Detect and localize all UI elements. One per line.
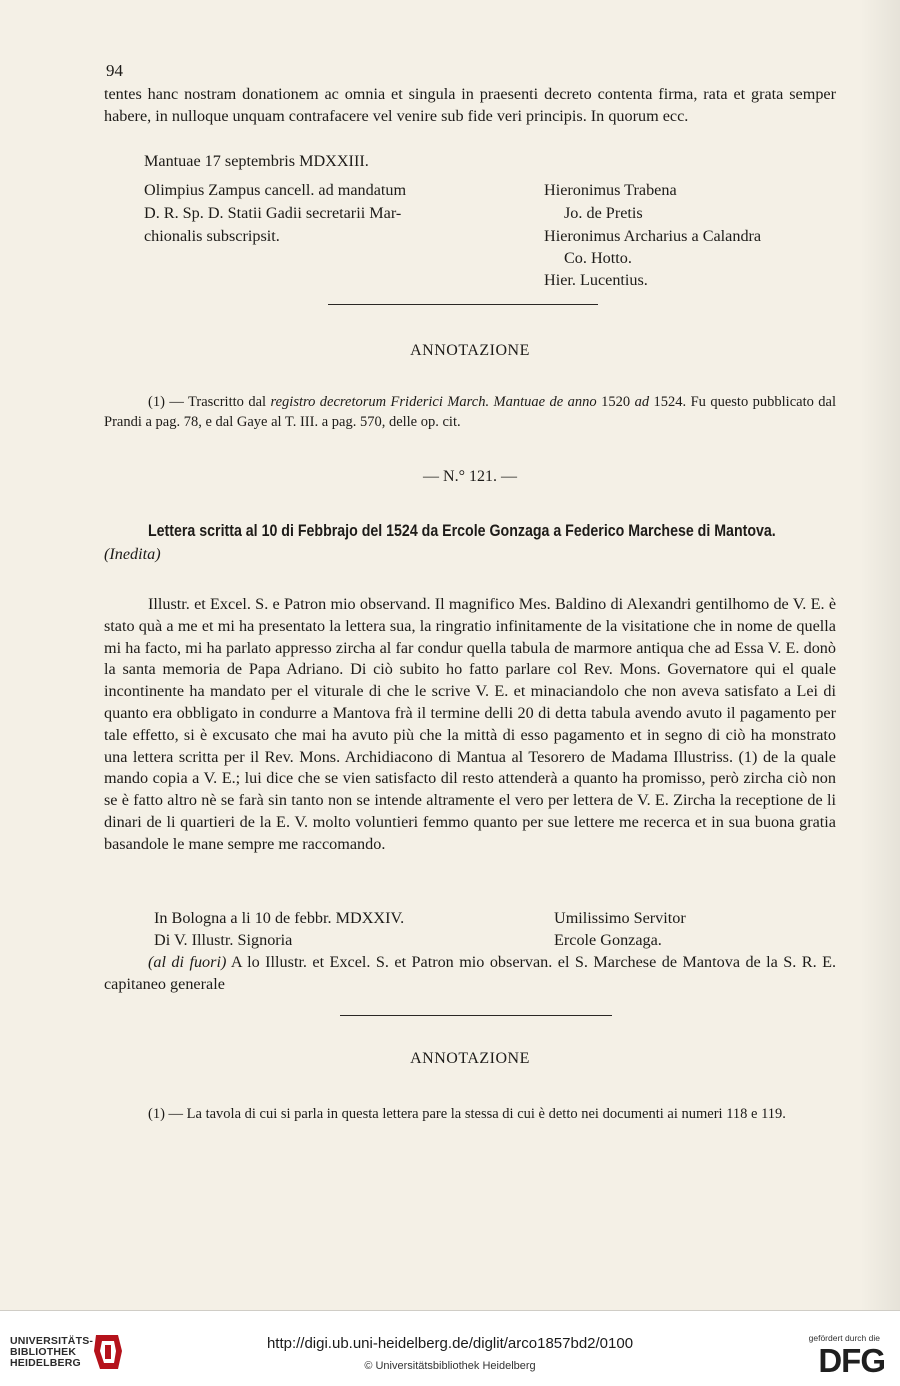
library-logo-line-1: UNIVERSITÄTS- [10, 1335, 94, 1347]
divider-rule-2 [340, 1015, 612, 1016]
letter-body: Illustr. et Excel. S. e Patron mio observand. Il magnifico Mes. Baldino di Alexandri gentilhomo de V. E. è stato quà a me et mi ha presentato la lettera sua, la ringratio infinitamente de la visitatione che in nome de quella mi ha facto, mi ha parlato appresso zircha al far condur quella tabula de marmore antiqua che ad Essa V. E. donò la santa memoria de Papa Adriano. Di ciò subito ho fatto parlare col Rev. Mons. Governatore qui el quale incontinente ha mandato per el viturale di che le scrive V. E. et minaciandolo che non aveva satisfato a Lei di quanto era obbligato in condurre a Mantova frà il termine delli 20 di detta tabula avendo avuto il pagamento per tale effetto, si è excusato che mai ha avuto più che la mittà di esso pagamento et in segno di ciò ha monstrato una lettera scritta per il Rev. Mons. Archidiacono di Mantua al Tesorero de Madama Illustriss. (1) de la quale mando copia a V. E.; lui dice che se vien satisfacto dil resto attenderà a quanto ha promisso, però zircha ciò non se è fatto altro nè se farà sin tanto non se intende altramente el vero per lettera de V. E. Zircha la receptione de li dinari de li quartieri de la E. V. molto voluntieri femmo quanto per sue lettere me recerca et in sua buona gratia basandole le mane sempre me raccomando. [104, 595, 836, 853]
letter-salutation: Di V. Illustr. Signoria [154, 931, 293, 949]
signature-right-5: Hier. Lucentius. [544, 271, 648, 289]
decree-paragraph: tentes hanc nostram donationem ac omnia et singula in praesenti decreto contenta firma, rata et grata semper habere, in nulloque unquam contrafacere vel venire sub fide veri principis. In quorum ecc. [104, 85, 836, 125]
signature-right-2: Jo. de Pretis [564, 204, 643, 222]
signature-left-3: chionalis subscripsit. [144, 227, 280, 245]
page-edge-shadow [860, 0, 900, 1310]
annotation-2-note: (1) — La tavola di cui si parla in questa lettera pare la stessa di cui è detto nei documenti ai numeri 118 e 119. [148, 1106, 786, 1122]
signature-left-1: Olimpius Zampus cancell. ad mandatum [144, 181, 407, 199]
decree-date: Mantuae 17 septembris MDXXIII. [144, 152, 369, 170]
annotation-1-heading: ANNOTAZIONE [410, 342, 530, 359]
document-number: — N.° 121. — [423, 468, 517, 485]
letter-closing: Umilissimo Servitor [554, 909, 686, 927]
annotation-2-heading: ANNOTAZIONE [410, 1050, 530, 1067]
page-number: 94 [106, 61, 123, 80]
letter-address: (al di fuori) A lo Illustr. et Excel. S. et Patron mio observan. el S. Marchese de Mantova de la S. R. E. capitaneo generale [104, 953, 836, 993]
annotation-1-note: (1) — Trascritto dal registro decretorum Friderici March. Mantuae de anno 1520 ad 1524. Fu questo pubblicato dal Prandi a pag. 78, e dal Gaye al T. III. a pag. 570, delle op. cit. [104, 394, 837, 430]
funding-label: gefördert durch die [808, 1333, 880, 1343]
letter-place-date: In Bologna a li 10 de febbr. MDXXIV. [154, 909, 405, 927]
library-logo-line-3: HEIDELBERG [10, 1357, 81, 1369]
letter-signer: Ercole Gonzaga. [554, 931, 662, 949]
library-logo-line-2: BIBLIOTHEK [10, 1346, 77, 1358]
signature-right-4: Co. Hotto. [564, 249, 632, 267]
signature-right-1: Hieronimus Trabena [544, 181, 677, 199]
letter-status: (Inedita) [104, 545, 161, 563]
copyright-notice: © Universitätsbibliothek Heidelberg [364, 1360, 536, 1372]
letter-title: Lettera scritta al 10 di Febbrajo del 1524 da Ercole Gonzaga a Federico Marchese di Mantova. [148, 522, 776, 540]
permalink-url[interactable]: http://digi.ub.uni-heidelberg.de/diglit/arco1857bd2/0100 [266, 1335, 634, 1352]
dfg-logo: DFG [818, 1342, 885, 1379]
divider-rule [328, 304, 598, 305]
signature-left-2: D. R. Sp. D. Statii Gadii secretarii Mar- [144, 204, 402, 222]
signature-right-3: Hieronimus Archarius a Calandra [544, 227, 762, 245]
